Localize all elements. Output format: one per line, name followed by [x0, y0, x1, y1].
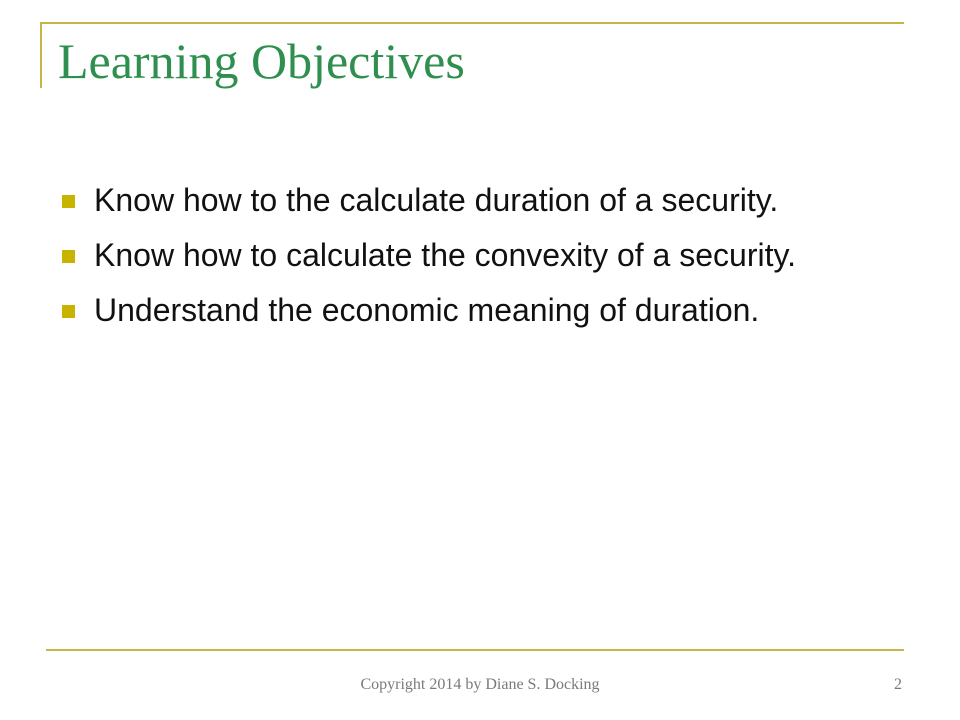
- bottom-rule: [46, 649, 904, 651]
- top-rule: [40, 22, 904, 24]
- square-bullet-icon: [62, 305, 75, 318]
- objective-item: [62, 286, 822, 334]
- objective-text: Understand the economic meaning of duration.: [94, 292, 760, 328]
- slide-title: Learning Objectives: [58, 33, 465, 89]
- objective-text: Know how to calculate the convexity of a security.: [94, 237, 796, 273]
- objective-item: [62, 231, 822, 279]
- objective-item: [62, 176, 822, 224]
- square-bullet-icon: [62, 195, 75, 208]
- copyright-footer: Copyright 2014 by Diane S. Docking: [360, 676, 600, 693]
- page-number: 2: [894, 676, 902, 693]
- left-rule: [40, 22, 42, 88]
- square-bullet-icon: [62, 250, 75, 263]
- objective-text: Know how to the calculate duration of a security.: [94, 182, 779, 218]
- learning-objectives-list: [62, 176, 822, 341]
